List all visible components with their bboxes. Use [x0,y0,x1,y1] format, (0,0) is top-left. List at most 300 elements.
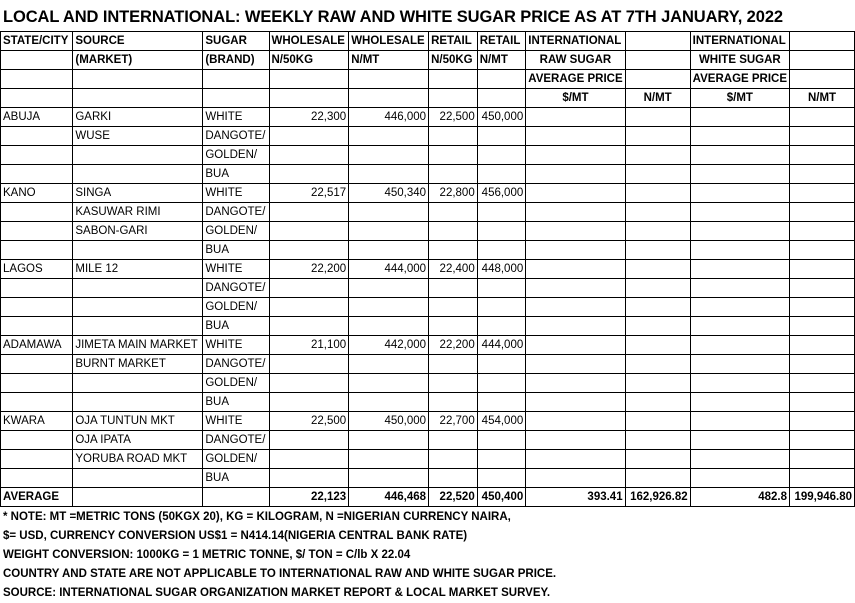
cell[interactable] [690,203,789,222]
cell[interactable] [526,374,625,393]
cell[interactable]: DANGOTE/ [203,431,269,450]
table-row [1,336,855,355]
cell[interactable] [690,431,789,450]
header-row [1,51,855,70]
cell[interactable] [526,298,625,317]
cell[interactable] [269,469,349,488]
cell[interactable] [625,127,690,146]
cell[interactable] [790,241,855,260]
table-row [1,241,855,260]
cell[interactable] [269,222,349,241]
average-row [1,488,855,507]
cell[interactable]: N/MT [477,51,526,70]
cell[interactable] [269,127,349,146]
cell[interactable]: BUA [203,393,269,412]
cell[interactable] [269,298,349,317]
cell[interactable] [625,108,690,127]
cell[interactable] [269,450,349,469]
cell[interactable] [526,336,625,355]
cell[interactable] [269,431,349,450]
cell[interactable] [526,165,625,184]
cell[interactable] [790,165,855,184]
cell[interactable]: 446,000 [349,108,429,127]
cell[interactable]: BUA [203,241,269,260]
cell[interactable] [429,127,478,146]
cell[interactable]: 450,000 [349,412,429,431]
table-row [1,412,855,431]
cell[interactable]: 444,000 [477,336,526,355]
cell[interactable] [477,146,526,165]
cell[interactable]: 22,300 [269,108,349,127]
cell[interactable]: 22,500 [269,412,349,431]
cell[interactable]: 442,000 [349,336,429,355]
cell[interactable] [526,355,625,374]
cell[interactable]: 448,000 [477,260,526,279]
cell[interactable]: INTERNATIONAL [690,32,789,51]
cell[interactable]: SOURCE [73,32,203,51]
cell[interactable] [790,127,855,146]
cell[interactable] [625,450,690,469]
cell[interactable]: SABON-GARI [73,222,203,241]
cell[interactable]: N/MT [349,51,429,70]
cell[interactable] [429,298,478,317]
cell[interactable] [1,355,73,374]
cell[interactable] [690,355,789,374]
cell[interactable] [625,298,690,317]
cell[interactable] [477,222,526,241]
cell[interactable] [790,51,855,70]
cell[interactable] [625,184,690,203]
cell[interactable] [269,165,349,184]
cell[interactable] [477,165,526,184]
cell[interactable] [1,374,73,393]
cell[interactable] [477,203,526,222]
cell[interactable] [790,393,855,412]
table-row [1,450,855,469]
cell[interactable]: GARKI [73,108,203,127]
cell[interactable] [1,146,73,165]
sugar-price-table [0,31,855,507]
cell[interactable] [203,89,269,108]
cell[interactable] [73,488,203,507]
cell[interactable]: WUSE [73,127,203,146]
cell[interactable]: BUA [203,469,269,488]
cell[interactable] [790,222,855,241]
cell[interactable] [429,393,478,412]
cell[interactable] [349,89,429,108]
cell[interactable] [429,317,478,336]
cell[interactable] [73,374,203,393]
cell[interactable] [1,317,73,336]
cell[interactable]: 22,700 [429,412,478,431]
cell[interactable] [73,241,203,260]
cell[interactable] [269,279,349,298]
header-row [1,32,855,51]
cell[interactable] [690,374,789,393]
cell[interactable] [526,317,625,336]
cell[interactable]: 162,926.82 [625,488,690,507]
cell[interactable] [349,70,429,89]
cell[interactable] [1,203,73,222]
cell[interactable] [625,469,690,488]
cell[interactable]: 482.8 [690,488,789,507]
cell[interactable] [526,241,625,260]
cell[interactable] [790,336,855,355]
cell[interactable] [203,488,269,507]
cell[interactable] [1,450,73,469]
notes-block [3,508,556,603]
cell[interactable] [526,412,625,431]
cell[interactable]: N/50KG [429,51,478,70]
cell[interactable]: WHOLESALE [349,32,429,51]
cell[interactable] [790,431,855,450]
cell[interactable]: 22,200 [269,260,349,279]
cell[interactable] [790,32,855,51]
cell[interactable] [73,146,203,165]
cell[interactable] [690,336,789,355]
cell[interactable] [269,393,349,412]
cell[interactable] [625,260,690,279]
cell[interactable] [690,412,789,431]
cell[interactable]: YORUBA ROAD MKT [73,450,203,469]
cell[interactable] [269,317,349,336]
cell[interactable] [625,70,690,89]
cell[interactable] [429,450,478,469]
cell[interactable]: WHITE SUGAR [690,51,789,70]
cell[interactable]: SUGAR [203,32,269,51]
cell[interactable] [790,450,855,469]
cell[interactable]: ADAMAWA [1,336,73,355]
cell[interactable] [690,146,789,165]
cell[interactable]: OJA IPATA [73,431,203,450]
cell[interactable] [73,298,203,317]
cell[interactable] [429,469,478,488]
cell[interactable] [790,469,855,488]
cell[interactable] [526,108,625,127]
cell[interactable] [790,374,855,393]
cell[interactable]: DANGOTE/ [203,127,269,146]
cell[interactable] [790,70,855,89]
cell[interactable] [625,51,690,70]
cell[interactable] [625,336,690,355]
cell[interactable] [526,260,625,279]
cell[interactable] [73,70,203,89]
cell[interactable] [1,165,73,184]
cell[interactable] [477,469,526,488]
cell[interactable]: 450,000 [477,108,526,127]
cell[interactable]: KWARA [1,412,73,431]
cell[interactable]: 393.41 [526,488,625,507]
cell[interactable] [349,127,429,146]
cell[interactable] [625,165,690,184]
cell[interactable] [269,355,349,374]
cell[interactable] [429,241,478,260]
cell[interactable] [625,32,690,51]
cell[interactable] [349,203,429,222]
cell[interactable] [690,184,789,203]
note-line: $= USD, CURRENCY CONVERSION US$1 = N414.14(NIGERIA CENTRAL BANK RATE) [3,530,468,542]
cell[interactable] [477,279,526,298]
cell[interactable] [477,374,526,393]
cell[interactable]: 22,123 [269,488,349,507]
cell[interactable]: 450,400 [477,488,526,507]
cell[interactable]: 22,200 [429,336,478,355]
note-line: WEIGHT CONVERSION: 1000KG = 1 METRIC TONNE, $/ TON = C/lb X 22.04 [3,549,411,561]
cell[interactable]: BUA [203,165,269,184]
cell[interactable] [1,431,73,450]
cell[interactable] [790,260,855,279]
cell[interactable] [526,393,625,412]
cell[interactable]: AVERAGE [1,488,73,507]
cell[interactable] [429,70,478,89]
cell[interactable] [526,184,625,203]
sheet-title: LOCAL AND INTERNATIONAL: WEEKLY RAW AND WHITE SUGAR PRICE AS AT 7TH JANUARY, 2022 [3,8,783,26]
cell[interactable] [477,70,526,89]
table-row [1,317,855,336]
cell[interactable]: WHOLESALE [269,32,349,51]
table-row [1,127,855,146]
cell[interactable] [690,241,789,260]
cell[interactable] [625,203,690,222]
cell[interactable]: WHITE [203,184,269,203]
cell[interactable] [1,393,73,412]
cell[interactable] [269,89,349,108]
cell[interactable] [625,146,690,165]
cell[interactable] [625,374,690,393]
cell[interactable] [790,108,855,127]
cell[interactable]: 22,520 [429,488,478,507]
cell[interactable] [690,260,789,279]
cell[interactable] [73,317,203,336]
cell[interactable]: 199,946.80 [790,488,855,507]
cell[interactable] [429,355,478,374]
cell[interactable] [429,146,478,165]
cell[interactable]: RAW SUGAR [526,51,625,70]
cell[interactable] [690,127,789,146]
cell[interactable] [1,469,73,488]
cell[interactable] [477,431,526,450]
cell[interactable]: $/MT [690,89,789,108]
cell[interactable]: WHITE [203,108,269,127]
cell[interactable]: OJA TUNTUN MKT [73,412,203,431]
cell[interactable] [429,222,478,241]
cell[interactable] [73,279,203,298]
cell[interactable] [625,431,690,450]
cell[interactable] [269,374,349,393]
cell[interactable] [690,298,789,317]
cell[interactable] [790,184,855,203]
cell[interactable]: LAGOS [1,260,73,279]
cell[interactable] [1,51,73,70]
cell[interactable]: KASUWAR RIMI [73,203,203,222]
cell[interactable] [477,450,526,469]
cell[interactable] [349,298,429,317]
cell[interactable]: WHITE [203,260,269,279]
cell[interactable] [625,317,690,336]
cell[interactable] [790,279,855,298]
cell[interactable] [349,393,429,412]
cell[interactable]: AVERAGE PRICE [526,70,625,89]
table-row [1,108,855,127]
cell[interactable] [1,279,73,298]
cell[interactable] [1,298,73,317]
cell[interactable] [1,222,73,241]
cell[interactable]: DANGOTE/ [203,355,269,374]
cell[interactable] [690,165,789,184]
cell[interactable] [625,279,690,298]
cell[interactable] [349,317,429,336]
cell[interactable] [690,393,789,412]
cell[interactable] [1,127,73,146]
cell[interactable]: 456,000 [477,184,526,203]
cell[interactable] [526,222,625,241]
cell[interactable]: 444,000 [349,260,429,279]
cell[interactable]: DANGOTE/ [203,203,269,222]
cell[interactable] [349,146,429,165]
cell[interactable] [349,374,429,393]
cell[interactable] [269,203,349,222]
cell[interactable] [349,469,429,488]
cell[interactable] [429,203,478,222]
cell[interactable] [349,222,429,241]
cell[interactable] [269,70,349,89]
cell[interactable] [477,298,526,317]
cell[interactable] [349,431,429,450]
cell[interactable] [349,355,429,374]
cell[interactable]: 22,800 [429,184,478,203]
cell[interactable]: SINGA [73,184,203,203]
cell[interactable]: GOLDEN/ [203,374,269,393]
cell[interactable] [73,165,203,184]
cell[interactable]: KANO [1,184,73,203]
cell[interactable]: GOLDEN/ [203,222,269,241]
cell[interactable] [690,108,789,127]
cell[interactable]: DANGOTE/ [203,279,269,298]
cell[interactable] [73,469,203,488]
cell[interactable]: WHITE [203,336,269,355]
cell[interactable]: N/50KG [269,51,349,70]
cell[interactable] [429,279,478,298]
cell[interactable] [477,355,526,374]
cell[interactable] [625,393,690,412]
table-row [1,374,855,393]
cell[interactable]: GOLDEN/ [203,146,269,165]
cell[interactable] [203,70,269,89]
cell[interactable]: RETAIL [477,32,526,51]
table-row [1,222,855,241]
cell[interactable] [790,203,855,222]
cell[interactable] [625,355,690,374]
cell[interactable]: 22,500 [429,108,478,127]
cell[interactable] [526,146,625,165]
cell[interactable] [349,165,429,184]
cell[interactable] [1,241,73,260]
cell[interactable] [526,469,625,488]
cell[interactable] [690,450,789,469]
table-row [1,260,855,279]
cell[interactable] [625,412,690,431]
cell[interactable] [429,374,478,393]
cell[interactable] [526,431,625,450]
cell[interactable] [690,317,789,336]
cell[interactable]: 450,340 [349,184,429,203]
cell[interactable]: N/MT [625,89,690,108]
cell[interactable] [349,241,429,260]
cell[interactable]: RETAIL [429,32,478,51]
cell[interactable] [690,222,789,241]
cell[interactable]: MILE 12 [73,260,203,279]
cell[interactable]: WHITE [203,412,269,431]
cell[interactable] [349,279,429,298]
cell[interactable] [526,127,625,146]
cell[interactable] [477,89,526,108]
cell[interactable] [526,279,625,298]
cell[interactable]: JIMETA MAIN MARKET [73,336,203,355]
cell[interactable]: STATE/CITY [1,32,73,51]
cell[interactable]: ABUJA [1,108,73,127]
cell[interactable] [526,450,625,469]
cell[interactable]: 22,517 [269,184,349,203]
cell[interactable] [1,89,73,108]
cell[interactable]: BUA [203,317,269,336]
cell[interactable] [477,317,526,336]
cell[interactable]: 21,100 [269,336,349,355]
cell[interactable] [73,89,203,108]
table-row [1,279,855,298]
cell[interactable] [477,241,526,260]
cell[interactable]: GOLDEN/ [203,450,269,469]
cell[interactable] [73,393,203,412]
cell[interactable]: GOLDEN/ [203,298,269,317]
cell[interactable] [790,412,855,431]
cell[interactable]: (BRAND) [203,51,269,70]
cell[interactable]: 454,000 [477,412,526,431]
table-row [1,393,855,412]
cell[interactable] [429,165,478,184]
note-line: SOURCE: INTERNATIONAL SUGAR ORGANIZATION MARKET REPORT & LOCAL MARKET SURVEY. [3,587,551,599]
cell[interactable] [790,298,855,317]
cell[interactable] [269,241,349,260]
table-row [1,431,855,450]
cell[interactable]: (MARKET) [73,51,203,70]
cell[interactable] [1,70,73,89]
cell[interactable] [477,127,526,146]
cell[interactable] [625,241,690,260]
cell[interactable] [429,431,478,450]
cell[interactable]: 22,400 [429,260,478,279]
table-row [1,146,855,165]
cell[interactable] [526,203,625,222]
cell[interactable] [690,279,789,298]
cell[interactable] [790,317,855,336]
cell[interactable] [349,450,429,469]
cell[interactable] [625,222,690,241]
cell[interactable]: $/MT [526,89,625,108]
cell[interactable] [690,469,789,488]
cell[interactable]: 446,468 [349,488,429,507]
cell[interactable] [477,393,526,412]
cell[interactable]: N/MT [790,89,855,108]
cell[interactable]: INTERNATIONAL [526,32,625,51]
cell[interactable] [790,146,855,165]
cell[interactable]: AVERAGE PRICE [690,70,789,89]
cell[interactable] [429,89,478,108]
header-row [1,70,855,89]
cell[interactable] [790,355,855,374]
cell[interactable]: BURNT MARKET [73,355,203,374]
table-row [1,203,855,222]
cell[interactable] [269,146,349,165]
